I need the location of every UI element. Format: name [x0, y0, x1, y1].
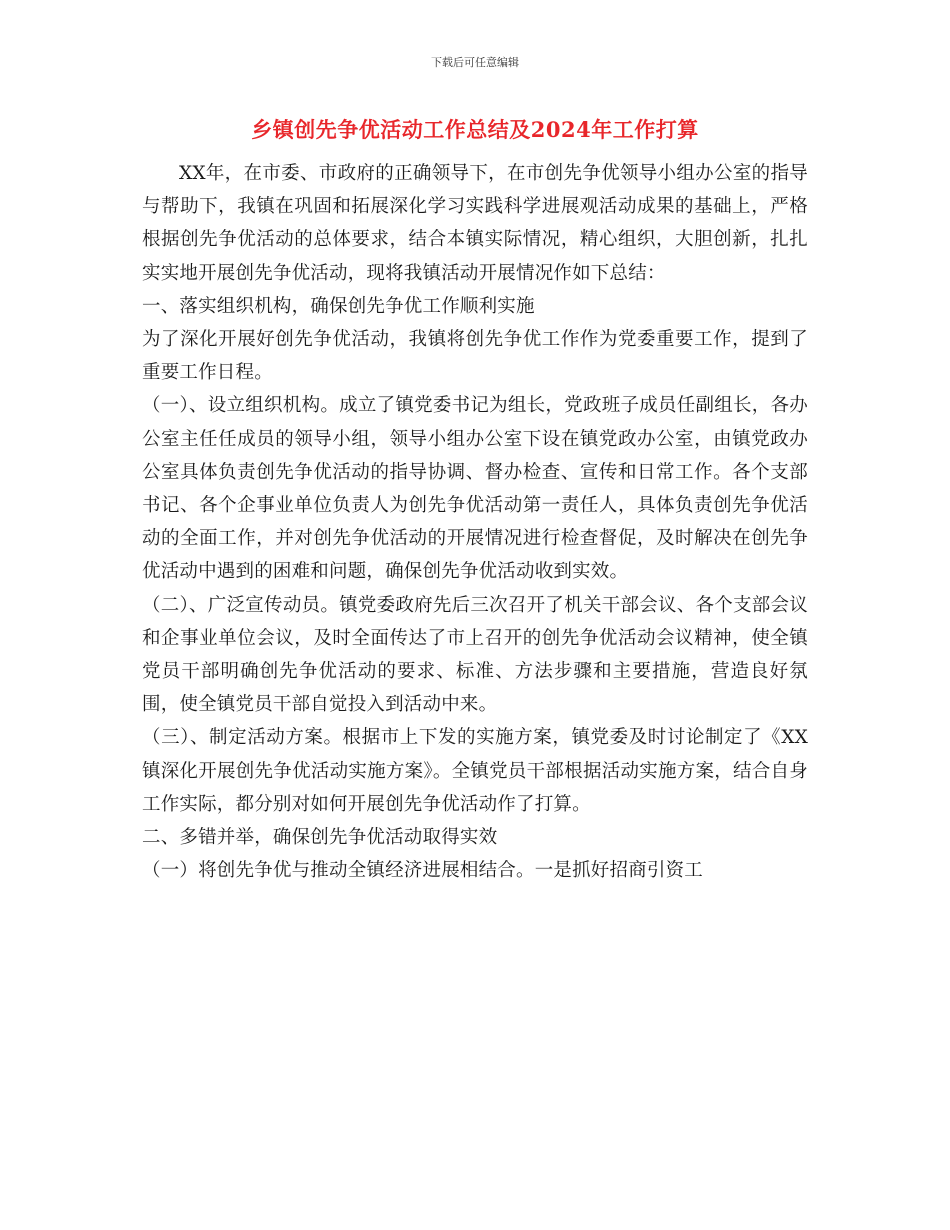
intro-paragraph: XX年，在市委、市政府的正确领导下，在市创先争优领导小组办公室的指导与帮助下，我镇在巩固和拓展深化学习实践科学进展观活动成果的基础上，严格根据创先争优活动的总体要求，结合本镇实际情况，精心组织，大胆创新，扎扎实实地开展创先争优活动，现将我镇活动开展情况作如下总结： [142, 163, 808, 284]
subsection-paragraph: （三）、制定活动方案。根据市上下发的实施方案，镇党委及时讨论制定了《XX镇深化开展创先争优活动实施方案》。全镇党员干部根据活动实施方案，结合自身工作实际，都分别对如何开展创先争优活动作了打算。 [142, 727, 808, 815]
section-heading-1: 一、落实组织机构，确保创先争优工作顺利实施 [142, 295, 535, 317]
subsection-paragraph: （一）、设立组织机构。成立了镇党委书记为组长，党政班子成员任副组长，各办公室主任任成员的领导小组，领导小组办公室下设在镇党政办公室，由镇党政办公室具体负责创先争优活动的指导协调、督办检查、宣传和日常工作。各个支部书记、各个企事业单位负责人为创先争优活动第一责任人，具体负责创先争优活动的全面工作，并对创先争优活动的开展情况进行检查督促，及时解决在创先争优活动中遇到的困难和问题，确保创先争优活动收到实效。 [142, 395, 808, 583]
section-heading-2: 二、多错并举，确保创先争优活动取得实效 [142, 827, 498, 849]
page-header-note: 下载后可任意编辑 [431, 56, 519, 69]
subsection-paragraph: （二）、广泛宣传动员。镇党委政府先后三次召开了机关干部会议、各个支部会议和企事业单位会议，及时全面传达了市上召开的创先争优活动会议精神，使全镇党员干部明确创先争优活动的要求、标准、方法步骤和主要措施，营造良好氛围，使全镇党员干部自觉投入到活动中来。 [142, 594, 808, 716]
document-title: 乡镇创先争优活动工作总结及2024年工作打算 [251, 117, 699, 142]
document-body [142, 157, 808, 887]
subsection-paragraph: （一）将创先争优与推动全镇经济进展相结合。一是抓好招商引资工 [142, 860, 704, 882]
body-paragraph: 为了深化开展好创先争优活动，我镇将创先争优工作作为党委重要工作，提到了重要工作日程。 [142, 329, 808, 384]
